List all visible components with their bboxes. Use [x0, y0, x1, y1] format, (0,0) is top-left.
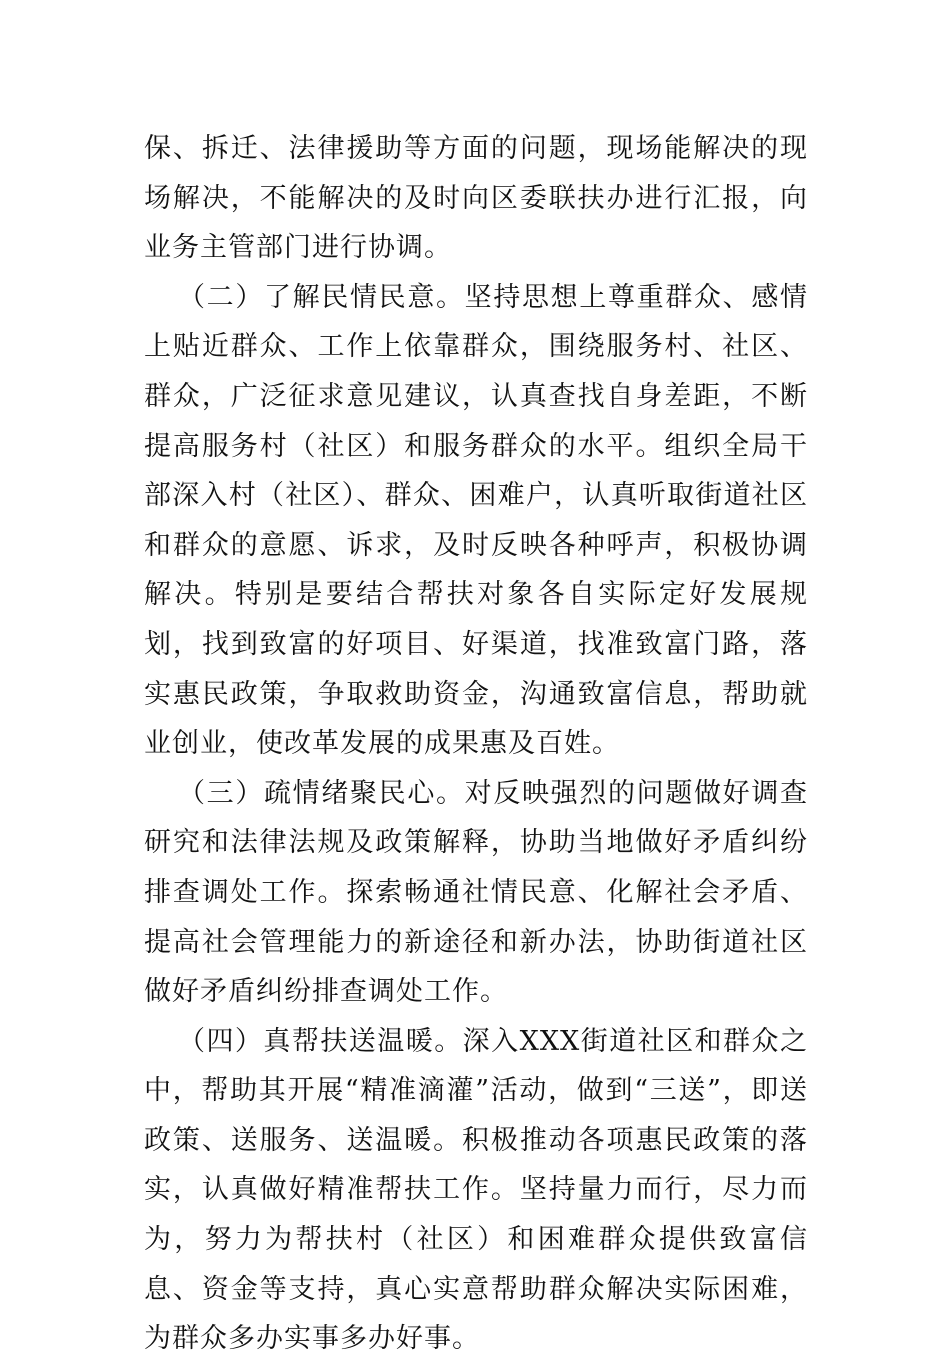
document-body: [144, 124, 808, 1364]
paragraph-continuation: 保、拆迁、法律援助等方面的问题，现场能解决的现场解决，不能解决的及时向区委联扶办进行汇报，向业务主管部门进行协调。: [144, 133, 808, 264]
paragraph-understand-public-sentiment: （二）了解民情民意。坚持思想上尊重群众、感情上贴近群众、工作上依靠群众，围绕服务村、社区、群众，广泛征求意见建议，认真查找自身差距，不断提高服务村（社区）和服务群众的水平。组织全局干部深入村（社区）、群众、困难户，认真听取街道社区和群众的意愿、诉求，及时反映各种呼声，积极协调解决。特别是要结合帮扶对象各自实际定好发展规划，找到致富的好项目、好渠道，找准致富门路，落实惠民政策，争取救助资金，沟通致富信息，帮助就业创业，使改革发展的成果惠及百姓。: [144, 281, 808, 760]
paragraph-ease-emotions: （三）疏情绪聚民心。对反映强烈的问题做好调查研究和法律法规及政策解释，协助当地做好矛盾纠纷排查调处工作。探索畅通社情民意、化解社会矛盾、提高社会管理能力的新途径和新办法，协助街道社区做好矛盾纠纷排查调处工作。: [144, 777, 808, 1008]
paragraph-send-warmth: （四）真帮扶送温暖。深入XXX街道社区和群众之中，帮助其开展“精准滴灌”活动，做到“三送”，即送政策、送服务、送温暖。积极推动各项惠民政策的落实，认真做好精准帮扶工作。坚持量力而行，尽力而为，努力为帮扶村（社区）和困难群众提供致富信息、资金等支持，真心实意帮助群众解决实际困难，为群众多办实事多办好事。: [144, 1025, 808, 1355]
